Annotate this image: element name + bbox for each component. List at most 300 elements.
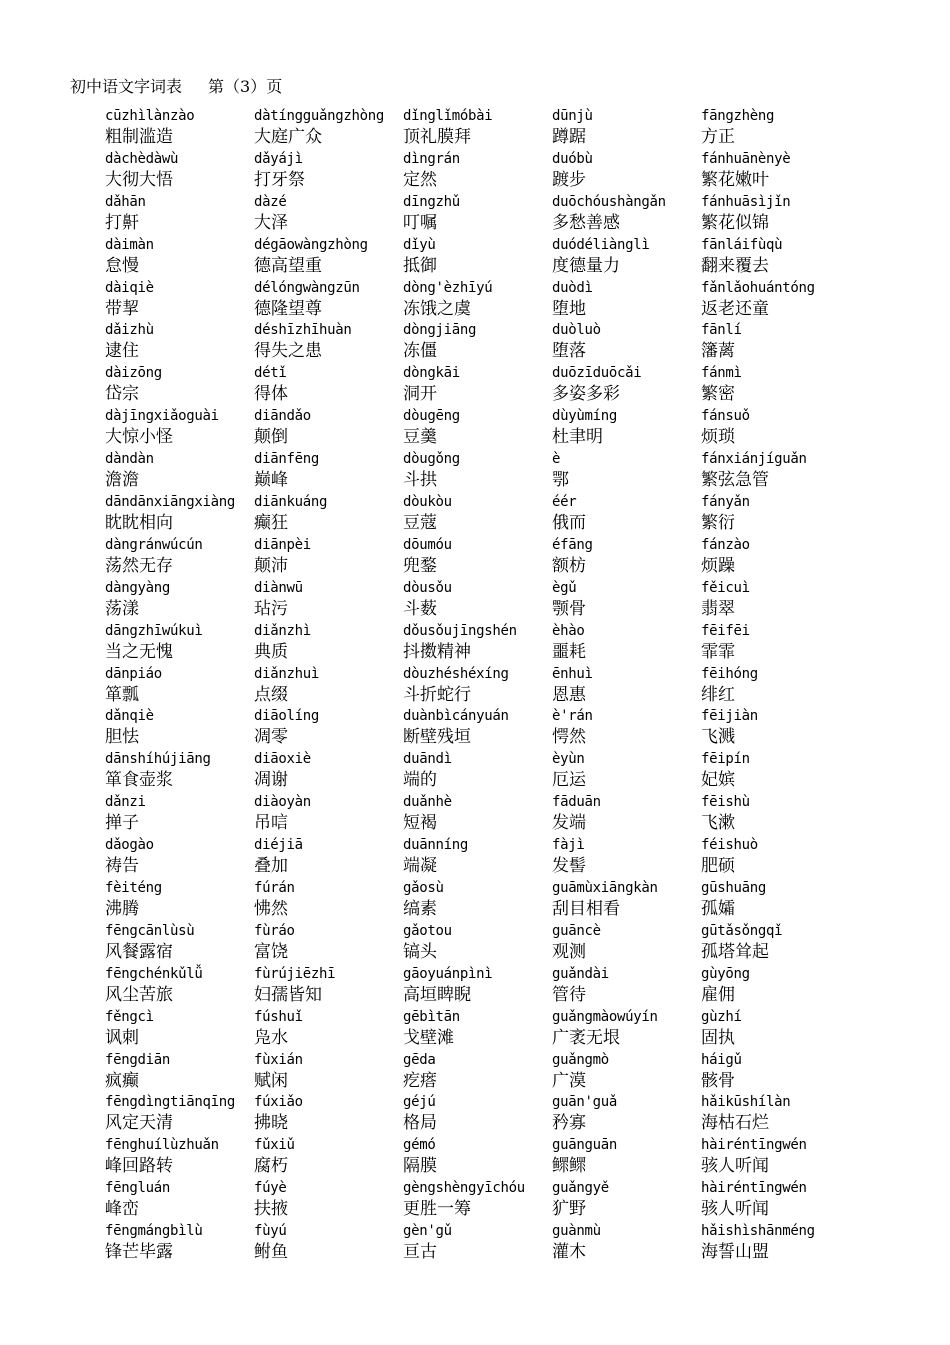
chinese-word: 扶掖: [254, 1199, 288, 1220]
chinese-word: 掸子: [105, 813, 139, 834]
chinese-word: 绯红: [701, 684, 735, 705]
pinyin-text: diāolíng: [254, 708, 320, 725]
pinyin-text: gǎotou: [403, 922, 452, 939]
chinese-word: 讽刺: [105, 1027, 139, 1048]
chinese-word: 凋谢: [254, 770, 288, 791]
chinese-word: 高垣睥睨: [403, 984, 471, 1005]
pinyin-text: dǎnqiè: [105, 708, 154, 725]
word-entry: [552, 106, 701, 149]
word-entry: [552, 792, 701, 835]
pinyin-text: fùyú: [254, 1223, 287, 1240]
pinyin-text: dǎogào: [105, 837, 154, 854]
word-entry: [403, 1178, 552, 1221]
word-entry: [403, 878, 552, 921]
chinese-word: 锋芒毕露: [105, 1242, 173, 1263]
chinese-word: 抵御: [403, 255, 437, 276]
pinyin-text: fēngmángbìlù: [105, 1223, 203, 1240]
word-entry: [552, 406, 701, 449]
word-entry: [403, 1050, 552, 1093]
word-entry: [552, 1135, 701, 1178]
word-entry: [403, 1135, 552, 1178]
word-entry: [701, 1092, 850, 1135]
chinese-word: 骇人听闻: [701, 1199, 769, 1220]
chinese-word: 凋零: [254, 727, 288, 748]
word-entry: [105, 1135, 254, 1178]
pinyin-text: diāoxiè: [254, 751, 311, 768]
chinese-word: 繁弦急管: [701, 470, 769, 491]
pinyin-text: duòdì: [552, 279, 593, 296]
pinyin-text: duōchóushàngǎn: [552, 193, 666, 210]
chinese-word: 打鼾: [105, 212, 139, 233]
chinese-word: 杜聿明: [552, 427, 603, 448]
pinyin-text: dǎyájì: [254, 150, 303, 167]
word-entry: [403, 106, 552, 149]
word-entry: [105, 1092, 254, 1135]
pinyin-text: guāmùxiāngkàn: [552, 880, 658, 897]
chinese-word: 富饶: [254, 941, 288, 962]
chinese-word: 多愁善感: [552, 212, 620, 233]
word-entry: [254, 664, 403, 707]
word-entry: [552, 1050, 701, 1093]
chinese-word: 海誓山盟: [701, 1242, 769, 1263]
word-entry: [552, 621, 701, 664]
pinyin-text: diǎnzhì: [254, 622, 311, 639]
chinese-word: 定然: [403, 169, 437, 190]
word-entry: [254, 106, 403, 149]
pinyin-text: gèn'gǔ: [403, 1223, 452, 1240]
pinyin-text: détǐ: [254, 365, 287, 382]
word-entry: [701, 706, 850, 749]
pinyin-text: dòusǒu: [403, 579, 452, 596]
pinyin-text: guǎngmò: [552, 1051, 609, 1068]
chinese-word: 灌木: [552, 1242, 586, 1263]
chinese-word: 沸腾: [105, 899, 139, 920]
word-entry: [552, 921, 701, 964]
pinyin-text: fēifēi: [701, 622, 750, 639]
word-entry: [105, 106, 254, 149]
chinese-word: 德高望重: [254, 255, 322, 276]
word-entry: [701, 921, 850, 964]
word-entry: [403, 664, 552, 707]
pinyin-text: guāncè: [552, 922, 601, 939]
word-entry: [701, 235, 850, 278]
pinyin-text: dàngyàng: [105, 579, 171, 596]
word-entry: [552, 492, 701, 535]
pinyin-text: gēbìtān: [403, 1008, 460, 1025]
chinese-word: 烦琐: [701, 427, 735, 448]
chinese-word: 镐头: [403, 941, 437, 962]
chinese-word: 繁密: [701, 384, 735, 405]
pinyin-text: dàtíngguǎngzhòng: [254, 108, 385, 124]
chinese-word: 大惊小怪: [105, 427, 173, 448]
chinese-word: 颚骨: [552, 598, 586, 619]
chinese-word: 发端: [552, 813, 586, 834]
pinyin-text: dòngkāi: [403, 365, 460, 382]
word-entry: [254, 535, 403, 578]
pinyin-text: dòngjiāng: [403, 322, 477, 339]
chinese-word: 疙瘩: [403, 1070, 437, 1091]
word-entry: [701, 1050, 850, 1093]
pinyin-text: fánhuāsìjǐn: [701, 193, 791, 210]
word-entry: [105, 535, 254, 578]
word-entry: [254, 192, 403, 235]
word-entry: [552, 835, 701, 878]
word-entry: [701, 406, 850, 449]
word-entry: [701, 1178, 850, 1221]
chinese-word: 繁衍: [701, 513, 735, 534]
pinyin-text: fùráo: [254, 922, 295, 939]
chinese-word: 豆蔻: [403, 513, 437, 534]
pinyin-text: dǎhān: [105, 193, 146, 210]
word-entry: [403, 792, 552, 835]
pinyin-text: fēngdiān: [105, 1051, 171, 1068]
pinyin-text: fēngdìngtiānqīng: [105, 1094, 236, 1111]
pinyin-text: dàzé: [254, 193, 287, 210]
pinyin-text: fàjì: [552, 837, 585, 854]
word-entry: [403, 449, 552, 492]
word-entry: [701, 964, 850, 1007]
word-entry: [105, 235, 254, 278]
pinyin-text: dòng'èzhīyú: [403, 279, 493, 296]
chinese-word: 雇佣: [701, 984, 735, 1005]
pinyin-text: dàiqiè: [105, 279, 154, 296]
pinyin-text: fēngchénkǔlǚ: [105, 965, 203, 982]
word-entry: [701, 1135, 850, 1178]
word-entry: [403, 492, 552, 535]
word-entry: [254, 320, 403, 363]
pinyin-text: dòugǒng: [403, 451, 460, 468]
word-entry: [105, 492, 254, 535]
word-entry: [105, 449, 254, 492]
chinese-word: 蹲踞: [552, 127, 586, 147]
word-entry: [254, 406, 403, 449]
word-entry: [701, 835, 850, 878]
pinyin-text: fāduān: [552, 794, 601, 811]
word-entry: [254, 964, 403, 1007]
chinese-word: 怫然: [254, 899, 288, 920]
chinese-word: 噩耗: [552, 641, 586, 662]
word-entry: [701, 664, 850, 707]
pinyin-text: duóbù: [552, 150, 593, 167]
chinese-word: 孤孀: [701, 899, 735, 920]
chinese-word: 恩惠: [552, 684, 586, 705]
word-entry: [254, 449, 403, 492]
chinese-word: 飞漱: [701, 813, 735, 834]
pinyin-text: dǎnzi: [105, 794, 146, 811]
pinyin-text: fēnghuílùzhuǎn: [105, 1137, 219, 1154]
chinese-word: 抖擞精神: [403, 641, 471, 662]
word-entry: [403, 578, 552, 621]
word-entry: [254, 835, 403, 878]
pinyin-text: duānníng: [403, 837, 469, 854]
chinese-word: 发髻: [552, 856, 586, 877]
word-entry: [403, 1007, 552, 1050]
chinese-word: 粗制滥造: [105, 127, 173, 147]
word-entry: [254, 1135, 403, 1178]
chinese-word: 顶礼膜拜: [403, 127, 471, 147]
word-entry: [254, 621, 403, 664]
pinyin-text: duànbìcányuán: [403, 708, 509, 725]
pinyin-text: gùzhí: [701, 1008, 742, 1025]
chinese-word: 亘古: [403, 1242, 437, 1263]
chinese-word: 格局: [403, 1113, 437, 1134]
pinyin-text: duōzīduōcǎi: [552, 365, 642, 382]
chinese-word: 鄂: [552, 470, 569, 491]
word-entry: [254, 792, 403, 835]
pinyin-text: fǎnlǎohuántóng: [701, 279, 815, 296]
word-entry: [254, 706, 403, 749]
word-entry: [105, 320, 254, 363]
chinese-word: 点缀: [254, 684, 288, 705]
chinese-word: 冻僵: [403, 341, 437, 362]
pinyin-text: fányǎn: [701, 494, 750, 511]
pinyin-text: dūnjù: [552, 108, 593, 124]
word-entry: [105, 1178, 254, 1221]
word-entry: [105, 664, 254, 707]
pinyin-text: è'rán: [552, 708, 593, 725]
word-list-grid: [105, 106, 850, 1264]
word-entry: [254, 278, 403, 321]
chinese-word: 妇孺皆知: [254, 984, 322, 1005]
pinyin-text: éér: [552, 494, 577, 511]
word-entry: [403, 964, 552, 1007]
word-entry: [552, 192, 701, 235]
chinese-word: 风尘苦旅: [105, 984, 173, 1005]
chinese-word: 凫水: [254, 1027, 288, 1048]
chinese-word: 打牙祭: [254, 169, 305, 190]
word-entry: [552, 363, 701, 406]
word-entry: [701, 449, 850, 492]
pinyin-text: dāndānxiāngxiàng: [105, 494, 236, 511]
word-entry: [403, 621, 552, 664]
pinyin-text: hǎishìshānméng: [701, 1223, 815, 1240]
word-entry: [552, 749, 701, 792]
pinyin-text: dàizōng: [105, 365, 162, 382]
word-entry: [552, 1092, 701, 1135]
chinese-word: 飞溅: [701, 727, 735, 748]
pinyin-text: diànwū: [254, 579, 303, 596]
word-entry: [552, 278, 701, 321]
chinese-word: 豆羹: [403, 427, 437, 448]
pinyin-text: fánhuānènyè: [701, 150, 791, 167]
pinyin-text: guànmù: [552, 1223, 601, 1240]
chinese-word: 叠加: [254, 856, 288, 877]
pinyin-text: fúrán: [254, 880, 295, 897]
word-entry: [701, 363, 850, 406]
chinese-word: 俄而: [552, 513, 586, 534]
chinese-word: 海枯石烂: [701, 1113, 769, 1134]
pinyin-text: dǒusǒujīngshén: [403, 622, 517, 639]
pinyin-text: dǐyù: [403, 236, 436, 253]
pinyin-text: guān'guǎ: [552, 1094, 618, 1111]
word-entry: [105, 878, 254, 921]
pinyin-text: èhào: [552, 622, 585, 639]
document-title: 初中语文字词表: [70, 77, 183, 96]
pinyin-text: fānláifùqù: [701, 236, 783, 253]
chinese-word: 得失之患: [254, 341, 322, 362]
word-entry: [105, 792, 254, 835]
word-entry: [403, 921, 552, 964]
pinyin-text: dùyùmíng: [552, 408, 618, 425]
pinyin-text: hǎikūshílàn: [701, 1094, 791, 1111]
word-entry: [701, 278, 850, 321]
chinese-word: 颠沛: [254, 555, 288, 576]
word-entry: [105, 192, 254, 235]
pinyin-text: géjú: [403, 1094, 436, 1111]
pinyin-text: déshīzhīhuàn: [254, 322, 352, 339]
pinyin-text: gǎosù: [403, 880, 444, 897]
pinyin-text: féishuò: [701, 837, 758, 854]
chinese-word: 管待: [552, 984, 586, 1005]
chinese-word: 德隆望尊: [254, 298, 322, 319]
pinyin-text: duòluò: [552, 322, 601, 339]
chinese-word: 大泽: [254, 212, 288, 233]
word-entry: [105, 1050, 254, 1093]
chinese-word: 堕落: [552, 341, 586, 362]
pinyin-text: fánxiánjíguǎn: [701, 451, 807, 468]
word-entry: [403, 320, 552, 363]
pinyin-text: dàngránwúcún: [105, 536, 203, 553]
pinyin-text: dàndàn: [105, 451, 154, 468]
chinese-word: 眈眈相向: [105, 513, 173, 534]
pinyin-text: gèngshèngyīchóu: [403, 1180, 525, 1197]
pinyin-text: fānlí: [701, 322, 742, 339]
pinyin-text: guānguān: [552, 1137, 618, 1154]
pinyin-text: gùyōng: [701, 965, 750, 982]
pinyin-text: fēijiàn: [701, 708, 758, 725]
chinese-word: 方正: [701, 127, 735, 147]
pinyin-text: hàiréntīngwén: [701, 1137, 807, 1154]
word-entry: [254, 1221, 403, 1264]
chinese-word: 胆怯: [105, 727, 139, 748]
word-entry: [552, 535, 701, 578]
word-entry: [105, 363, 254, 406]
chinese-word: 箪瓢: [105, 684, 139, 705]
word-entry: [254, 921, 403, 964]
pinyin-text: fāngzhèng: [701, 108, 775, 124]
pinyin-text: gāoyuánpìnì: [403, 965, 493, 982]
word-entry: [254, 149, 403, 192]
chinese-word: 短褐: [403, 813, 437, 834]
word-entry: [701, 535, 850, 578]
word-entry: [105, 1007, 254, 1050]
word-entry: [105, 149, 254, 192]
pinyin-text: gēda: [403, 1051, 436, 1068]
page-header: [70, 74, 308, 97]
word-entry: [105, 1221, 254, 1264]
word-entry: [701, 878, 850, 921]
pinyin-text: fēngluán: [105, 1180, 171, 1197]
chinese-word: 霏霏: [701, 641, 735, 662]
chinese-word: 断壁残垣: [403, 727, 471, 748]
word-entry: [552, 878, 701, 921]
chinese-word: 愕然: [552, 727, 586, 748]
chinese-word: 荡漾: [105, 598, 139, 619]
chinese-word: 骇人听闻: [701, 1156, 769, 1177]
word-entry: [701, 192, 850, 235]
word-entry: [552, 706, 701, 749]
word-entry: [105, 621, 254, 664]
word-entry: [254, 749, 403, 792]
word-entry: [552, 578, 701, 621]
pinyin-text: dégāowàngzhòng: [254, 236, 368, 253]
pinyin-text: dòukòu: [403, 494, 452, 511]
chinese-word: 堕地: [552, 298, 586, 319]
pinyin-text: dìngrán: [403, 150, 460, 167]
word-entry: [552, 235, 701, 278]
chinese-word: 额枋: [552, 555, 586, 576]
chinese-word: 风定天清: [105, 1113, 173, 1134]
word-entry: [403, 535, 552, 578]
pinyin-text: fúshuǐ: [254, 1008, 303, 1025]
chinese-word: 斗拱: [403, 470, 437, 491]
chinese-word: 疯癫: [105, 1070, 139, 1091]
chinese-word: 鳏鳏: [552, 1156, 586, 1177]
word-entry: [403, 406, 552, 449]
word-entry: [105, 835, 254, 878]
pinyin-text: gūshuāng: [701, 880, 767, 897]
word-entry: [552, 1178, 701, 1221]
chinese-word: 得体: [254, 384, 288, 405]
word-entry: [403, 1221, 552, 1264]
word-entry: [105, 706, 254, 749]
word-entry: [403, 192, 552, 235]
pinyin-text: gémó: [403, 1137, 436, 1154]
chinese-word: 赋闲: [254, 1070, 288, 1091]
pinyin-text: fēishù: [701, 794, 750, 811]
pinyin-text: fēihóng: [701, 665, 758, 682]
pinyin-text: diàoyàn: [254, 794, 311, 811]
pinyin-text: fēipín: [701, 751, 750, 768]
pinyin-text: dāngzhīwúkuì: [105, 622, 203, 639]
pinyin-text: dānshíhújiāng: [105, 751, 211, 768]
pinyin-text: duǎnhè: [403, 794, 452, 811]
chinese-word: 戈壁滩: [403, 1027, 454, 1048]
chinese-word: 洞开: [403, 384, 437, 405]
pinyin-text: dàchèdàwù: [105, 150, 179, 167]
word-entry: [403, 235, 552, 278]
chinese-word: 玷污: [254, 598, 288, 619]
chinese-word: 鲋鱼: [254, 1242, 288, 1263]
pinyin-text: dàjīngxiǎoguài: [105, 408, 219, 425]
chinese-word: 翻来覆去: [701, 255, 769, 276]
pinyin-text: diāndǎo: [254, 408, 311, 425]
pinyin-text: éfāng: [552, 536, 593, 553]
word-entry: [701, 492, 850, 535]
pinyin-text: dòugēng: [403, 408, 460, 425]
pinyin-text: diānkuáng: [254, 494, 328, 511]
pinyin-text: fěngcì: [105, 1008, 154, 1025]
pinyin-text: fánsuǒ: [701, 408, 750, 425]
pinyin-text: fánzào: [701, 536, 750, 553]
chinese-word: 端凝: [403, 856, 437, 877]
word-entry: [552, 964, 701, 1007]
chinese-word: 逮住: [105, 341, 139, 362]
pinyin-text: fèiténg: [105, 880, 162, 897]
word-entry: [701, 792, 850, 835]
chinese-word: 犷野: [552, 1199, 586, 1220]
pinyin-text: duódéliànglì: [552, 236, 650, 253]
word-entry: [403, 363, 552, 406]
word-entry: [403, 835, 552, 878]
word-entry: [105, 749, 254, 792]
pinyin-text: fǔxiǔ: [254, 1137, 295, 1154]
chinese-word: 巅峰: [254, 470, 288, 491]
pinyin-text: guǎngyě: [552, 1180, 609, 1197]
pinyin-text: háigǔ: [701, 1051, 742, 1068]
word-entry: [254, 235, 403, 278]
chinese-word: 骸骨: [701, 1070, 735, 1091]
